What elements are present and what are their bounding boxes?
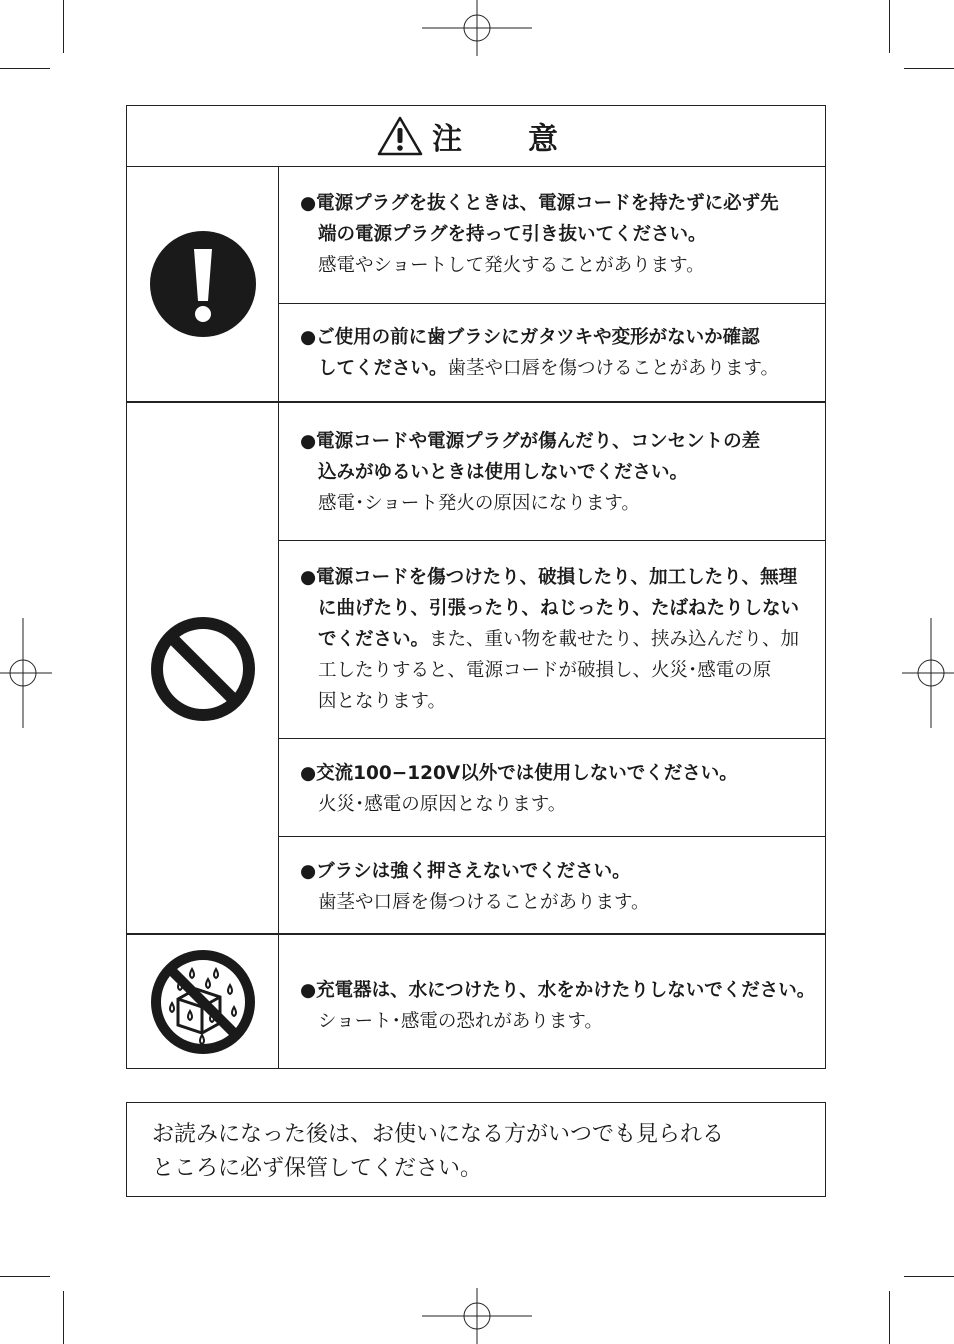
icon-cell (127, 403, 279, 935)
caution-group-no-water (127, 933, 825, 1068)
crop-mark (63, 0, 64, 53)
item-bold-text: ●電源プラグを抜くときは、電源コードを持たずに必ず先 (300, 193, 779, 214)
item-note-text: 感電･ショート発火の原因になります。 (318, 493, 640, 514)
caution-item (278, 836, 825, 935)
item-note-text: 歯茎や口唇を傷つけることがあります。 (447, 358, 780, 379)
notice-text: お読みになった後は、お使いになる方がいつでも見られる (152, 1122, 725, 1147)
caution-title: 注 意 (432, 122, 576, 157)
item-note-text: 火災･感電の原因となります。 (318, 794, 567, 815)
item-bold-text: ●充電器は、水につけたり、水をかけたりしないでください。 (300, 980, 816, 1001)
caution-item (278, 738, 825, 836)
item-bold-text: ●電源コードや電源プラグが傷んだり、コンセントの差 (300, 431, 761, 452)
warning-triangle-icon (376, 115, 424, 157)
item-bold-text: ●交流100−120V以外では使用しないでください。 (300, 763, 738, 784)
registration-mark-left (0, 618, 52, 728)
registration-mark-top (422, 0, 532, 56)
exclamation-icon (150, 231, 256, 337)
caution-header (127, 106, 825, 167)
item-bold-text: に曲げたり、引張ったり、ねじったり、たばねたりしない (318, 598, 800, 619)
registration-mark-right (902, 618, 954, 728)
caution-item (278, 303, 825, 402)
item-bold-text: ●ブラシは強く押さえないでください。 (300, 861, 631, 882)
icon-cell (127, 166, 279, 402)
crop-mark (904, 1276, 954, 1277)
item-note-text: 因となります。 (318, 691, 447, 712)
icon-cell (127, 935, 279, 1068)
item-bold-text: でください。 (318, 629, 430, 650)
item-note-text: 工したりすると、電源コードが破損し、火災･感電の原 (318, 660, 772, 681)
caution-group-mandatory (127, 166, 825, 402)
no-water-icon (150, 949, 256, 1055)
caution-table (126, 105, 826, 1069)
caution-item (278, 540, 825, 738)
crop-mark (63, 1291, 64, 1344)
item-bold-text: 込みがゆるいときは使用しないでください。 (318, 462, 689, 483)
item-note-text: 歯茎や口唇を傷つけることがあります。 (318, 892, 650, 913)
item-bold-text: ●ご使用の前に歯ブラシにガタツキや変形がないか確認 (300, 327, 760, 348)
prohibition-icon (150, 616, 256, 722)
caution-group-prohibited (127, 401, 825, 935)
crop-mark (889, 1291, 890, 1344)
caution-item (278, 166, 825, 303)
crop-mark (889, 0, 890, 53)
crop-mark (904, 68, 954, 69)
registration-mark-bottom (422, 1288, 532, 1344)
item-note-text: 感電やショートして発火することがあります。 (318, 255, 705, 276)
item-note-text: ショート･感電の恐れがあります。 (318, 1011, 603, 1032)
notice-text: ところに必ず保管してください。 (152, 1156, 483, 1181)
item-bold-text: 端の電源プラグを持って引き抜いてください。 (318, 224, 707, 245)
crop-mark (0, 68, 50, 69)
item-note-text: また、重い物を載せたり、挟み込んだり、加 (429, 629, 800, 650)
item-bold-text: ●電源コードを傷つけたり、破損したり、加工したり、無理 (300, 567, 798, 588)
item-bold-text: してください。 (318, 358, 448, 379)
caution-item (278, 935, 825, 1070)
caution-item (278, 403, 825, 540)
crop-mark (0, 1276, 50, 1277)
storage-notice (126, 1102, 826, 1197)
